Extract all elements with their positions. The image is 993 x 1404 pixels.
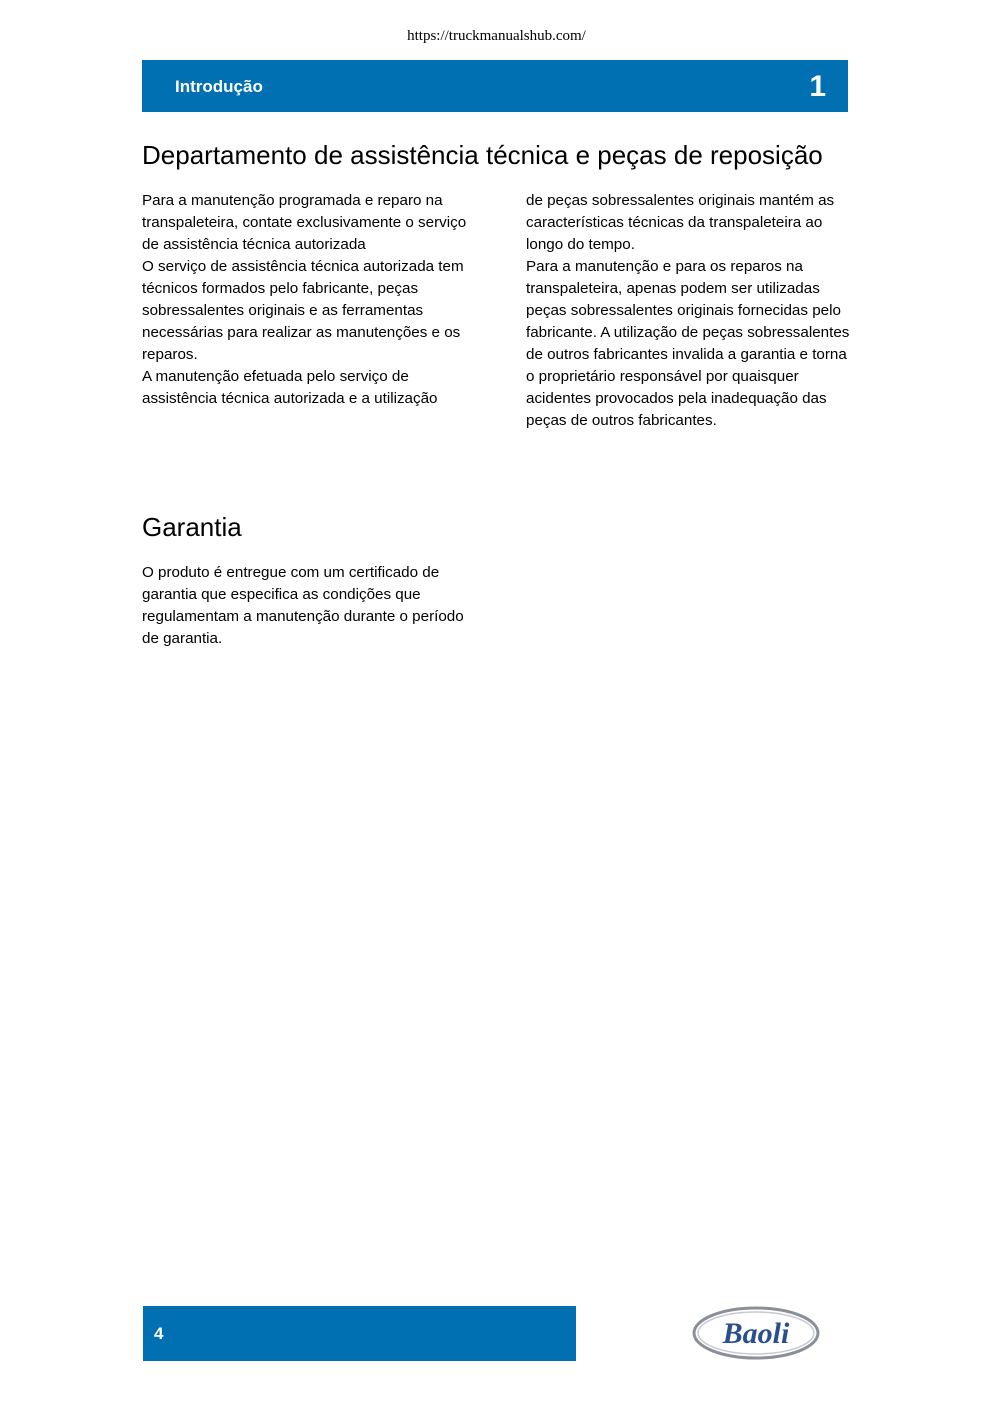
section2-column — [142, 562, 478, 650]
paragraph: A manutenção efetuada pelo serviço de assistência técnica autorizada e a utilização — [142, 368, 438, 407]
paragraph: Para a manutenção e para os reparos na transpaleteira, apenas podem ser utilizadas peças sobressalentes originais fornecidas pelo fabricante. A utilização de peças sobressalentes de outros fabricantes invalida a garantia e torna o proprietário responsável por quaisquer acidentes provocados pela inadequação das peças de outros fabricantes. — [526, 258, 850, 429]
section-heading-assistance: Departamento de assistência técnica e peças de reposição — [142, 140, 823, 170]
footer-bar — [143, 1306, 576, 1361]
paragraph: Para a manutenção programada e reparo na transpaleteira, contate exclusivamente o serviço de assistência técnica autorizada — [142, 192, 467, 253]
chapter-header-bar — [142, 60, 848, 112]
source-url: https://truckmanualshub.com/ — [407, 28, 586, 44]
section1-right-column — [526, 190, 856, 432]
paragraph: O serviço de assistência técnica autorizada tem técnicos formados pelo fabricante, peças sobressalentes originais e as ferramentas necessárias para realizar as manutenções e os reparos. — [142, 258, 464, 363]
paragraph: de peças sobressalentes originais mantém as características técnicas da transpaleteira ao longo do tempo. — [526, 192, 835, 253]
paragraph: O produto é entregue com um certificado de garantia que especifica as condições que regulamentam a manutenção durante o período de garantia. — [142, 564, 464, 647]
section-heading-warranty: Garantia — [142, 512, 242, 542]
baoli-logo-icon — [690, 1300, 822, 1364]
page-number: 4 — [154, 1324, 164, 1343]
chapter-number: 1 — [809, 70, 826, 103]
logo-text: Baoli — [722, 1317, 790, 1350]
chapter-title: Introdução — [175, 77, 263, 96]
section1-left-column — [142, 190, 478, 410]
